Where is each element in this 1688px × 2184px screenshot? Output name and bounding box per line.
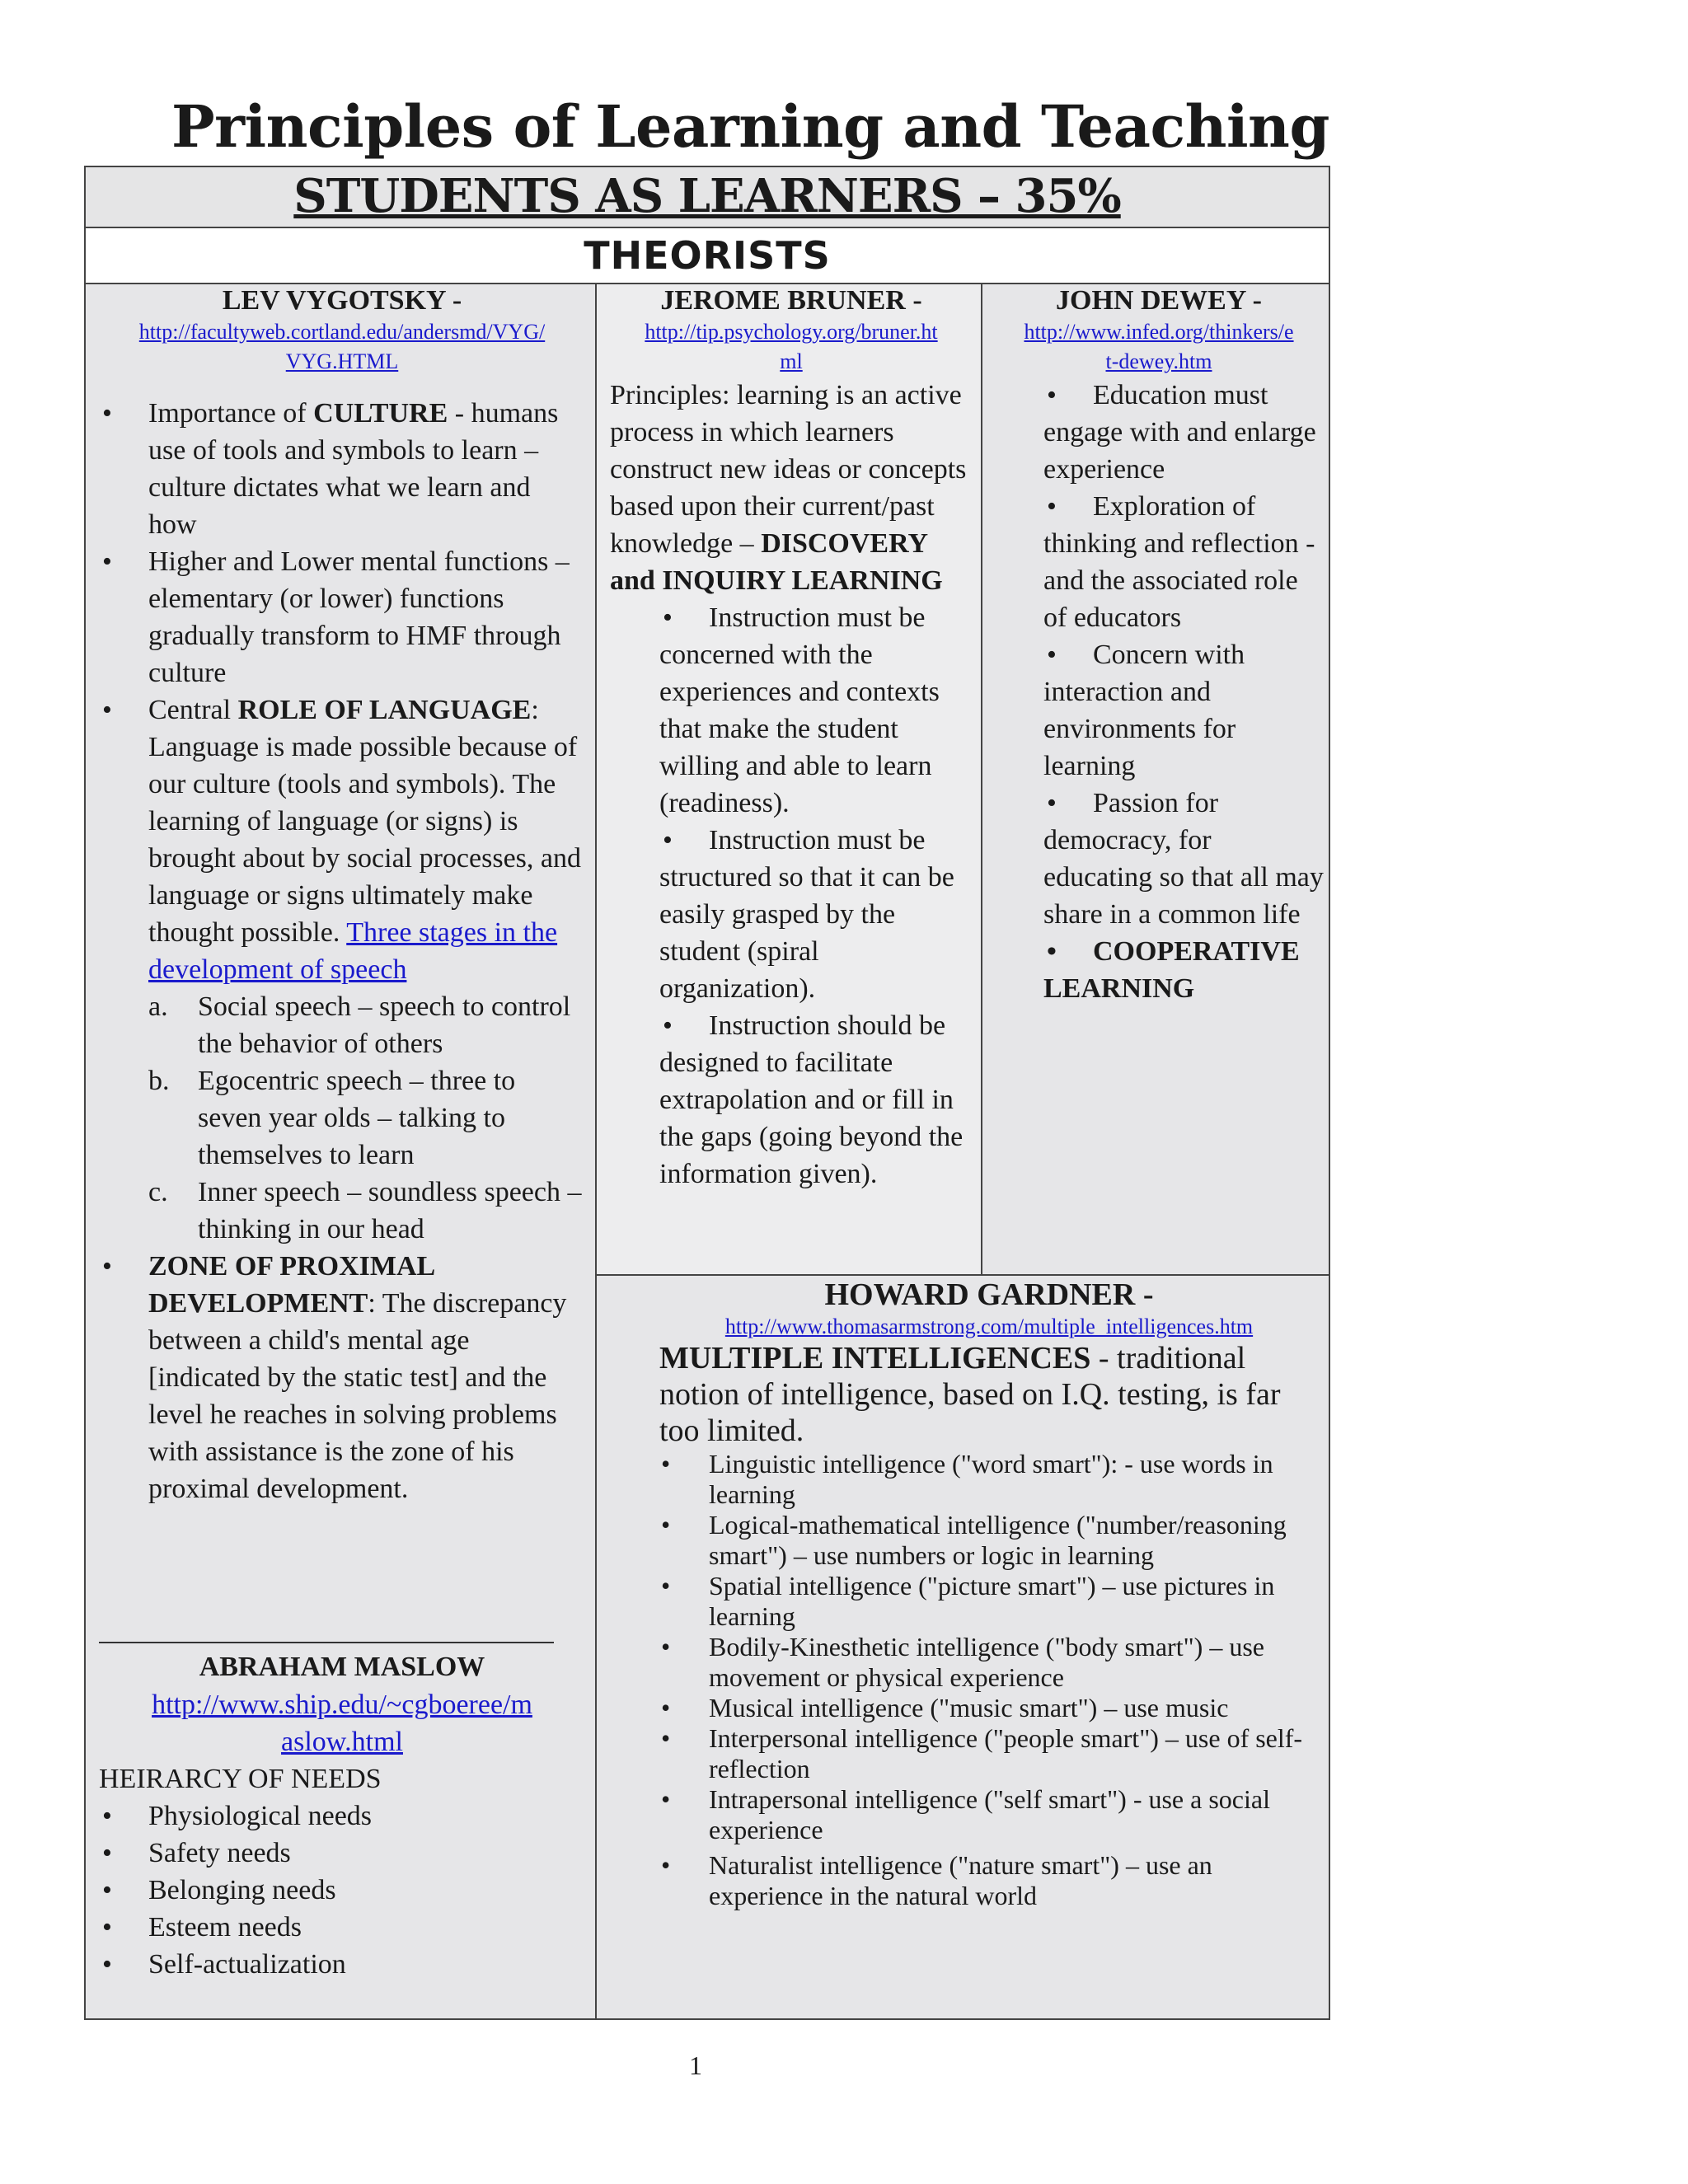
maslow-section <box>99 1648 585 1983</box>
list-item: • Linguistic intelligence ("word smart"): - use words in learning <box>659 1449 1319 1510</box>
list-item: • Logical-mathematical intelligence ("number/reasoning smart") – use numbers or logic in learning <box>659 1510 1319 1571</box>
dewey-section <box>994 284 1324 1007</box>
page-number: 1 <box>689 2050 702 2080</box>
zpd-bullet <box>99 1248 585 1507</box>
list-item: • Importance of CULTURE - humans use of tools and symbols to learn – culture dictates what we learn and how <box>99 395 585 543</box>
list-item: • Central ROLE OF LANGUAGE: Language is made possible because of our culture (tools and symbols). The learning of language (or signs) is brought about by social processes, and language or signs ultimately make thought possible. Three stages in the development of speech <box>99 691 585 988</box>
vygotsky-bullets <box>99 395 585 988</box>
list-item: • Intrapersonal intelligence ("self smart") - use a social experience <box>659 1784 1319 1845</box>
list-item: • COOPERATIVE LEARNING <box>994 933 1324 1007</box>
list-item: • Higher and Lower mental functions – elementary (or lower) functions gradually transform to HMF through culture <box>99 543 585 691</box>
list-item: b. Egocentric speech – three to seven year olds – talking to themselves to learn <box>148 1066 516 1170</box>
speech-stages-link[interactable]: Three stages in the development of speech <box>148 917 558 985</box>
maslow-subtitle: HEIRARCY OF NEEDS <box>99 1764 382 1794</box>
gardner-name: HOWARD GARDNER - <box>824 1277 1154 1312</box>
list-item: • Musical intelligence ("music smart") – use music <box>659 1693 1319 1723</box>
list-item: • Concern with interaction and environments for learning <box>994 636 1324 785</box>
dewey-link[interactable]: http://www.infed.org/thinkers/e t-dewey.htm <box>1024 320 1294 373</box>
gardner-link[interactable]: http://www.thomasarmstrong.com/multiple_intelligences.htm <box>724 1315 1254 1338</box>
gardner-section <box>659 1276 1319 1911</box>
list-item: • Naturalist intelligence ("nature smart") – use an experience in the natural world <box>659 1850 1319 1911</box>
dewey-name: JOHN DEWEY - <box>1056 285 1262 316</box>
maslow-divider <box>99 1642 554 1643</box>
bruner-name: JEROME BRUNER - <box>660 285 922 316</box>
list-item: • Belonging needs <box>99 1872 585 1909</box>
maslow-link[interactable]: http://www.ship.edu/~cgboeree/m aslow.html <box>152 1690 532 1757</box>
list-item: • Instruction must be concerned with the experiences and contexts that make the student willing and able to learn (readiness). <box>610 599 973 822</box>
list-item: • Education must engage with and enlarge experience <box>994 377 1324 488</box>
list-item: • Interpersonal intelligence ("people smart") – use of self-reflection <box>659 1723 1319 1784</box>
list-item: • ZONE OF PROXIMAL DEVELOPMENT: The discrepancy between a child's mental age [indicated by the static test] and the level he reaches in solving problems with assistance is the zone of his proximal development. <box>99 1248 585 1507</box>
vygotsky-link-line1[interactable]: http://facultyweb.cortland.edu/andersmd/VYG/ <box>138 320 546 344</box>
list-item: • Self-actualization <box>99 1946 585 1983</box>
banner-title: STUDENTS AS LEARNERS – 35% <box>293 169 1121 223</box>
bruner-section <box>610 284 973 1193</box>
vygotsky-link-line2[interactable]: VYG.HTML <box>285 349 399 373</box>
list-item: • Esteem needs <box>99 1909 585 1946</box>
list-item: • Safety needs <box>99 1835 585 1872</box>
document-title: Principles of Learning and Teaching <box>171 92 1329 161</box>
gardner-intro: MULTIPLE INTELLIGENCES - traditional notion of intelligence, based on I.Q. testing, is far too limited. <box>659 1341 1281 1448</box>
needs-list <box>99 1797 585 1983</box>
vygotsky-link[interactable] <box>99 317 585 377</box>
list-item: • Spatial intelligence ("picture smart") – use pictures in learning <box>659 1571 1319 1632</box>
bruner-link[interactable]: http://tip.psychology.org/bruner.ht ml <box>645 320 938 373</box>
speech-stages-list <box>148 988 585 1248</box>
bruner-bullets <box>610 599 973 1193</box>
list-item: • Physiological needs <box>99 1797 585 1835</box>
theorists-header <box>84 227 1330 284</box>
list-item: a. Social speech – speech to control the behavior of others <box>148 991 571 1059</box>
bruner-intro: Principles: learning is an active process in which learners construct new ideas or concepts based upon their current/past knowledge – DISCOVERY and INQUIRY LEARNING <box>610 380 967 596</box>
vygotsky-name: LEV VYGOTSKY - <box>222 285 462 316</box>
vygotsky-section <box>99 284 585 1507</box>
list-item: • Exploration of thinking and reflection - and the associated role of educators <box>994 488 1324 636</box>
list-item: • Bodily-Kinesthetic intelligence ("body smart") – use movement or physical experience <box>659 1632 1319 1693</box>
dewey-bullets <box>994 377 1324 1007</box>
list-item: • Instruction should be designed to facilitate extrapolation and or fill in the gaps (going beyond the information given). <box>610 1007 973 1193</box>
list-item: • Passion for democracy, for educating so that all may share in a common life <box>994 785 1324 933</box>
section-banner <box>84 166 1330 228</box>
maslow-name: ABRAHAM MASLOW <box>199 1652 485 1682</box>
intelligences-list <box>659 1449 1319 1911</box>
theorists-label: THEORISTS <box>584 233 831 278</box>
list-item: c. Inner speech – soundless speech – thinking in our head <box>148 1177 582 1244</box>
list-item: • Instruction must be structured so that it can be easily grasped by the student (spiral organization). <box>610 822 973 1007</box>
